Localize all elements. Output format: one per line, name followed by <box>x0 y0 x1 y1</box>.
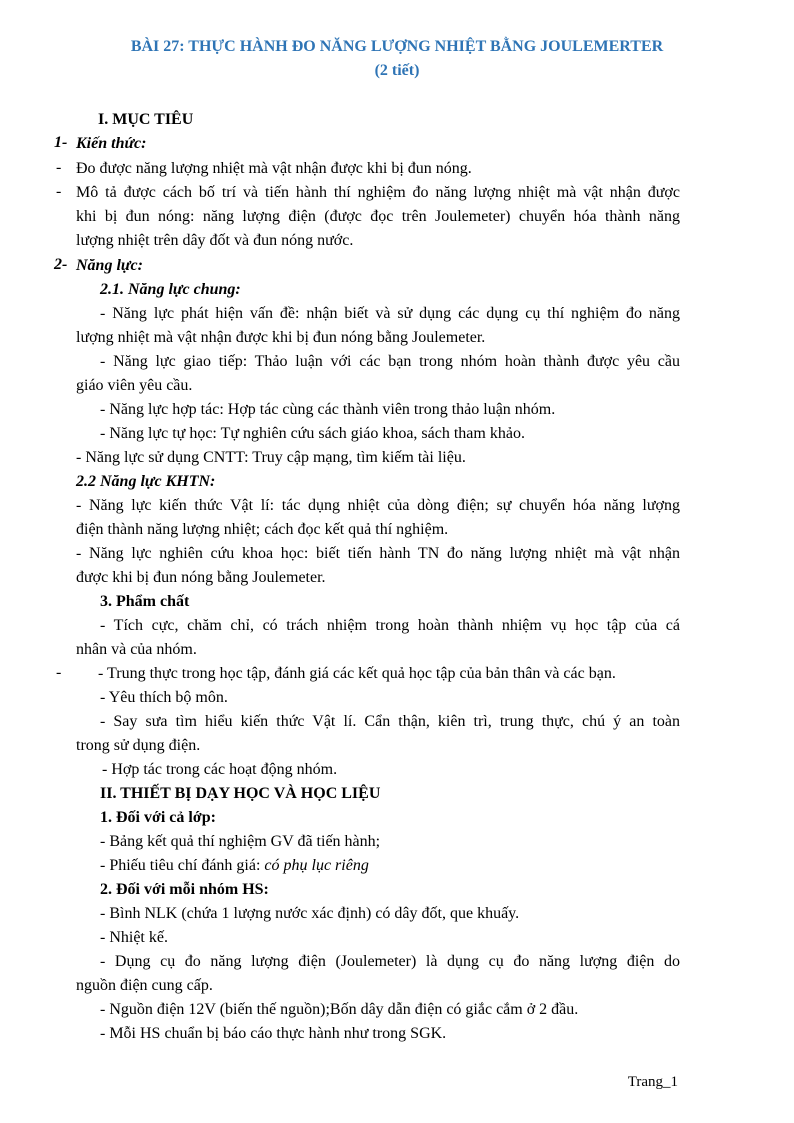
group-item-3-line-1: - Dụng cụ đo năng lượng điện (Joulemeter) là dụng cụ đo năng lượng điện do <box>100 953 680 970</box>
general-competence-3: - Năng lực hợp tác: Hợp tác cùng các thành viên trong thảo luận nhóm. <box>100 401 556 418</box>
item-label-competence: Năng lực: <box>76 257 143 274</box>
general-competence-1-line-1: - Năng lực phát hiện vấn đề: nhận biết và sử dụng các dụng cụ thí nghiệm đo năng <box>100 305 680 322</box>
knowledge-item-2-line-2: khi bị đun nóng: năng lượng điện (được đọc trên Joulemeter) chuyển hóa thành năng <box>76 208 680 225</box>
general-competence-2-line-1: - Năng lực giao tiếp: Thảo luận với các bạn trong nhóm hoàn thành được yêu cầu <box>100 353 680 370</box>
science-competence-2-line-2: được khi bị đun nóng bằng Joulemeter. <box>76 569 326 586</box>
page-number: Trang_1 <box>627 1074 678 1090</box>
quality-1-line-2: nhân và của nhóm. <box>76 641 197 658</box>
science-competence-1-line-2: điện thành năng lượng nhiệt; cách đọc kết quả thí nghiệm. <box>76 521 449 538</box>
lesson-title: BÀI 27: THỰC HÀNH ĐO NĂNG LƯỢNG NHIỆT BẰNG JOULEMERTER <box>130 38 664 55</box>
subheading-science-competence: 2.2 Năng lực KHTN: <box>76 473 216 490</box>
group-item-4: - Nguồn điện 12V (biến thế nguồn);Bốn dây dẫn điện có giắc cắm ở 2 đầu. <box>100 1001 579 1018</box>
subheading-general-competence: 2.1. Năng lực chung: <box>100 281 241 298</box>
section-heading-objectives: I. MỤC TIÊU <box>98 111 194 128</box>
bullet-dash: - <box>56 183 62 200</box>
class-item-1: - Bảng kết quả thí nghiệm GV đã tiến hành; <box>100 833 381 850</box>
quality-2: - Trung thực trong học tập, đánh giá các kết quả học tập của bản thân và các bạn. <box>98 665 616 682</box>
science-competence-1-line-1: - Năng lực kiến thức Vật lí: tác dụng nhiệt của dòng điện; sự chuyển hóa năng lượng <box>76 497 680 514</box>
quality-4-line-2: trong sử dụng điện. <box>76 737 201 754</box>
group-item-1: - Bình NLK (chứa 1 lượng nước xác định) có dây đốt, que khuấy. <box>100 905 520 922</box>
quality-4-line-1: - Say sưa tìm hiểu kiến thức Vật lí. Cẩn thận, kiên trì, trung thực, chú ý an toàn <box>100 713 680 730</box>
knowledge-item-2-line-3: lượng nhiệt trên dây đốt và đun nóng nước. <box>76 232 354 249</box>
item-number-2: 2- <box>54 256 68 273</box>
general-competence-2-line-2: giáo viên yêu cầu. <box>76 377 193 394</box>
class-item-2 <box>100 856 369 876</box>
quality-3: - Yêu thích bộ môn. <box>100 689 228 706</box>
quality-5: - Hợp tác trong các hoạt động nhóm. <box>102 761 338 778</box>
group-item-5: - Mỗi HS chuẩn bị báo cáo thực hành như trong SGK. <box>100 1025 447 1042</box>
class-item-2-italic: có phụ lục riêng <box>264 857 369 874</box>
subheading-whole-class: 1. Đối với cả lớp: <box>100 809 216 826</box>
group-item-3-line-2: nguồn điện cung cấp. <box>76 977 213 994</box>
science-competence-2-line-1: - Năng lực nghiên cứu khoa học: biết tiến hành TN đo năng lượng nhiệt mà vật nhận <box>76 545 680 562</box>
bullet-dash: - <box>56 664 62 681</box>
quality-1-line-1: - Tích cực, chăm chỉ, có trách nhiệm trong hoàn thành nhiệm vụ học tập của cá <box>100 617 680 634</box>
section-heading-equipment: II. THIẾT BỊ DẠY HỌC VÀ HỌC LIỆU <box>100 785 381 802</box>
knowledge-item-2-line-1: Mô tả được cách bố trí và tiến hành thí nghiệm đo năng lượng nhiệt mà vật nhận được <box>76 184 680 201</box>
subheading-qualities: 3. Phẩm chất <box>100 593 190 610</box>
general-competence-5: - Năng lực sử dụng CNTT: Truy cập mạng, tìm kiếm tài liệu. <box>76 449 466 466</box>
item-number-1: 1- <box>54 134 68 151</box>
bullet-dash: - <box>56 159 62 176</box>
lesson-duration: (2 tiết) <box>374 62 420 79</box>
general-competence-4: - Năng lực tự học: Tự nghiên cứu sách giáo khoa, sách tham khảo. <box>100 425 525 442</box>
general-competence-1-line-2: lượng nhiệt mà vật nhận được khi bị đun nóng bằng Joulemeter. <box>76 329 486 346</box>
class-item-2-text: - Phiếu tiêu chí đánh giá: <box>100 857 265 874</box>
item-label-knowledge: Kiến thức: <box>76 135 147 152</box>
knowledge-item-1: Đo được năng lượng nhiệt mà vật nhận được khi bị đun nóng. <box>76 160 472 177</box>
subheading-student-groups: 2. Đối với mỗi nhóm HS: <box>100 881 269 898</box>
group-item-2: - Nhiệt kế. <box>100 929 168 946</box>
